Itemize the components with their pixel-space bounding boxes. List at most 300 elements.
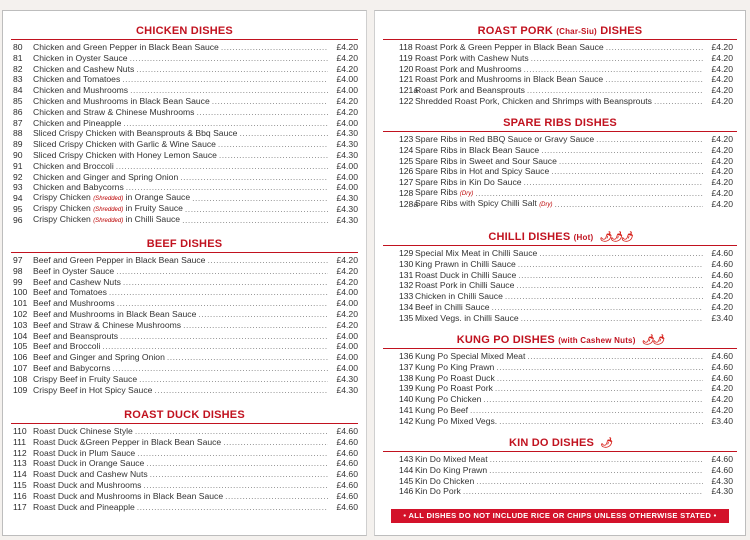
menu-list [3, 255, 366, 395]
item-number: 123 [399, 134, 414, 144]
item-price: £4.30 [711, 486, 733, 497]
dot-leader [123, 277, 328, 288]
menu-item [3, 128, 366, 139]
dot-leader [239, 128, 328, 139]
dot-leader [524, 64, 703, 75]
menu-item [3, 448, 366, 459]
item-number: 141 [399, 404, 414, 415]
item-price: £4.30 [711, 475, 733, 486]
item-number: 118 [399, 42, 413, 52]
dot-leader [489, 465, 703, 476]
section-divider [11, 39, 358, 40]
item-name [415, 270, 516, 281]
item-name-suffix: in Fruity Sauce [123, 202, 183, 213]
item-name-text: Kung Po Roast Duck [415, 372, 495, 383]
item-price: £4.00 [336, 117, 358, 128]
item-number: 122 [399, 95, 414, 106]
item-name-text: Spare Ribs in Red BBQ Sauce or Gravy Sauce [415, 134, 595, 144]
item-number: 140 [399, 394, 414, 405]
item-price: £4.60 [711, 361, 733, 372]
item-name-text: Kin Do Chicken [415, 475, 475, 486]
section-chicken-dishes [3, 23, 366, 226]
item-price: £4.60 [336, 501, 358, 512]
menu-item [375, 134, 745, 145]
section-title: CHICKEN DISHES [136, 25, 233, 37]
dot-leader [551, 166, 703, 177]
menu-item [3, 331, 366, 342]
item-name [415, 454, 488, 465]
item-price: £4.60 [336, 447, 358, 458]
section-title [375, 435, 745, 451]
item-number: 95 [13, 203, 23, 214]
menu-item [375, 454, 745, 465]
item-name-text: Roast Pork and Mushrooms [415, 63, 522, 74]
item-name [33, 320, 181, 331]
menu-item [3, 491, 366, 502]
item-price: £4.30 [336, 149, 358, 160]
item-number: 110 [13, 426, 27, 436]
dot-leader [154, 385, 328, 396]
dot-leader [167, 352, 328, 363]
item-number: 107 [13, 362, 28, 373]
menu-item [375, 199, 745, 210]
item-name-text: Beef and Green Pepper in Black Bean Sauce [33, 255, 206, 265]
section-subtitle: (Char-Siu) [556, 27, 597, 36]
dot-leader [117, 298, 328, 309]
item-name-text: Beef and Cashew Nuts [33, 276, 121, 287]
item-number: 97 [13, 255, 23, 265]
item-name [33, 309, 196, 320]
item-name [33, 85, 128, 96]
item-note: (Dry) [459, 190, 474, 197]
item-name-text: Chicken and Tomatoes [33, 74, 121, 85]
section-roast-duck-dishes [3, 407, 366, 512]
item-number: 115 [13, 479, 27, 490]
item-number: 139 [399, 383, 414, 394]
dot-leader [518, 259, 703, 270]
item-price: £4.00 [336, 74, 358, 85]
item-name [33, 42, 219, 53]
menu-item [3, 363, 366, 374]
item-price: £4.00 [336, 298, 358, 309]
item-name [33, 374, 137, 385]
dot-leader [516, 280, 703, 291]
menu-item [3, 172, 366, 183]
item-name-text: Chicken and Pineapple [33, 117, 122, 128]
item-name-text: Chicken and Mushrooms [33, 85, 129, 96]
menu-item [375, 96, 745, 107]
dot-leader [116, 266, 328, 277]
dot-leader [559, 156, 703, 167]
section-divider [11, 423, 358, 424]
item-number: 138 [399, 372, 414, 383]
menu-list [375, 351, 745, 427]
item-number: 90 [13, 149, 23, 160]
item-name-text: Chicken and Straw & Chinese Mushrooms [33, 106, 195, 117]
item-price: £4.20 [711, 301, 733, 312]
chilli-icon: 🌶 [600, 438, 612, 449]
item-price: £4.20 [336, 95, 358, 106]
menu-item [3, 74, 366, 85]
item-name [415, 351, 525, 362]
item-number: 84 [13, 85, 23, 96]
item-name [33, 437, 221, 448]
item-name [415, 416, 497, 427]
item-name [33, 107, 194, 118]
dot-leader [146, 458, 328, 469]
menu-item [3, 502, 366, 513]
item-price: £4.20 [711, 63, 733, 74]
menu-page-left [2, 10, 367, 536]
item-name [33, 161, 114, 172]
menu-item [3, 426, 366, 437]
menu-item [375, 405, 745, 416]
section-beef-dishes [3, 236, 366, 395]
dot-leader [198, 309, 328, 320]
item-number: 117 [13, 501, 27, 512]
item-price: £4.20 [711, 394, 733, 405]
item-name-text: Crispy Beef in Fruity Sauce [33, 373, 138, 384]
menu-item [3, 42, 366, 53]
section-kin-do-dishes [375, 435, 745, 497]
section-kung-po-dishes [375, 332, 745, 427]
item-number: 85 [13, 95, 23, 106]
item-name [415, 486, 461, 497]
menu-item [375, 394, 745, 405]
menu-item [3, 309, 366, 320]
chilli-icon: 🌶🌶🌶 [599, 232, 632, 243]
item-name [33, 491, 223, 502]
item-name [33, 150, 217, 161]
item-name [415, 53, 529, 64]
item-name-text: Roast Pork & Green Pepper in Black Bean Sauce [415, 42, 604, 52]
item-number: 112 [13, 447, 27, 458]
item-note: (Shredded) [93, 217, 124, 224]
item-name-text: Mixed Vegs. in Chilli Sauce [415, 312, 519, 323]
item-number: 86 [13, 106, 23, 117]
item-number: 81 [13, 52, 23, 63]
item-number: 135 [399, 312, 414, 323]
menu-item [375, 302, 745, 313]
item-name [33, 385, 152, 396]
item-price: £4.60 [336, 458, 358, 469]
menu-page-right [374, 10, 746, 536]
dot-leader [196, 107, 328, 118]
item-name-text: Beef and Mushrooms in Black Bean Sauce [33, 308, 197, 319]
item-name-text: Beef in Chilli Sauce [415, 301, 490, 312]
item-name-text: Spare Ribs in Black Bean Sauce [415, 144, 540, 155]
item-price: £4.00 [336, 330, 358, 341]
section-divider [383, 245, 737, 246]
dot-leader [116, 161, 328, 172]
item-price: £4.60 [711, 372, 733, 383]
menu-item [3, 255, 366, 266]
dot-leader [182, 215, 328, 226]
item-name-text: Kung Po Mixed Vegs. [415, 415, 498, 426]
item-name-text: Roast Pork and Mushrooms in Black Bean Sauce [415, 74, 604, 85]
item-name [415, 145, 539, 156]
item-name-suffix: in Orange Sauce [123, 192, 191, 203]
dot-leader [476, 476, 703, 487]
section-title-main: ROAST PORK [477, 25, 553, 37]
section-title [375, 23, 745, 39]
dot-leader [150, 469, 328, 480]
menu-item [375, 351, 745, 362]
item-name [33, 139, 216, 150]
item-number: 101 [13, 298, 28, 309]
item-name [415, 166, 549, 177]
menu-item [375, 465, 745, 476]
menu-item [375, 270, 745, 281]
item-name-text: Sliced Crispy Chicken with Garlic & Wine Sauce [33, 139, 216, 150]
menu-item [3, 215, 366, 226]
item-price: £4.00 [336, 352, 358, 363]
item-price: £4.00 [336, 341, 358, 352]
item-name [415, 394, 481, 405]
menu-item [375, 280, 745, 291]
item-number: 100 [13, 287, 28, 298]
menu-list [375, 42, 745, 107]
dot-leader [531, 53, 703, 64]
section-title [375, 229, 745, 245]
item-number: 93 [13, 182, 23, 193]
item-name-text: Sliced Crispy Chicken with Beansprouts & Bbq Sauce [33, 128, 238, 139]
section-spare-ribs-dishes [375, 115, 745, 210]
item-number: 94 [13, 193, 23, 204]
item-name-text: Roast Duck and Pineapple [33, 501, 135, 512]
item-number: 91 [13, 160, 23, 171]
item-name-text: Spare Ribs with Spicy Chilli Salt [415, 197, 537, 208]
menu-item [3, 458, 366, 469]
menu-item [3, 298, 366, 309]
item-price: £4.20 [711, 144, 733, 155]
item-price: £4.20 [711, 404, 733, 415]
item-price: £4.00 [336, 160, 358, 171]
item-number: 125 [399, 155, 414, 166]
menu-item [3, 85, 366, 96]
item-name [415, 42, 604, 53]
dot-leader [180, 172, 328, 183]
item-name [33, 287, 107, 298]
dot-leader [123, 118, 328, 129]
dot-leader [606, 42, 703, 53]
menu-list [3, 426, 366, 512]
item-name-text: Kung Po Beef [415, 404, 469, 415]
item-price: £4.20 [336, 42, 358, 52]
item-name-text: Beef and Broccoli [33, 341, 101, 352]
item-price: £4.30 [336, 139, 358, 150]
item-name-text: Beef and Mushrooms [33, 298, 115, 309]
dot-leader [139, 374, 328, 385]
item-price: £4.20 [711, 280, 733, 291]
item-number: 89 [13, 139, 23, 150]
item-name-text: Kin Do Pork [415, 486, 461, 497]
dot-leader [505, 291, 703, 302]
item-name-text: Beef and Tomatoes [33, 287, 107, 298]
item-price: £4.20 [711, 166, 733, 177]
menu-item [3, 277, 366, 288]
item-name-text: Spare Ribs in Kin Do Sauce [415, 177, 522, 188]
item-price: £4.30 [336, 373, 358, 384]
item-price: £4.20 [711, 52, 733, 63]
menu-item [3, 374, 366, 385]
item-note: (Shredded) [93, 206, 124, 213]
menu-item [3, 53, 366, 64]
item-note: (Shredded) [93, 196, 124, 203]
item-name-text: King Prawn in Chilli Sauce [415, 258, 516, 269]
dot-leader [470, 405, 703, 416]
item-price: £4.30 [336, 193, 358, 204]
item-name-text: Spare Ribs in Hot and Spicy Sauce [415, 166, 550, 177]
item-price: £4.20 [711, 291, 733, 302]
item-number: 144 [399, 464, 414, 475]
menu-item [3, 320, 366, 331]
menu-item [3, 64, 366, 75]
dot-leader [207, 255, 328, 266]
section-title-main: KUNG PO DISHES [456, 334, 555, 346]
item-price: £4.20 [711, 85, 733, 96]
dot-leader [490, 454, 703, 465]
item-name [33, 341, 100, 352]
dot-leader [137, 502, 328, 513]
section-title-main: CHILLI DISHES [488, 231, 571, 243]
item-price: £4.20 [336, 106, 358, 117]
item-name-text: Roast Duck and Mushrooms [33, 479, 142, 490]
dot-leader [112, 363, 328, 374]
item-name [415, 373, 495, 384]
dot-leader [605, 74, 703, 85]
item-name [33, 363, 110, 374]
menu-item [3, 150, 366, 161]
item-name-text: Chicken and Green Pepper in Black Bean Sauce [33, 42, 219, 52]
dot-leader [223, 437, 328, 448]
item-name-text: Kin Do Mixed Meat [415, 454, 488, 464]
item-number: 145 [399, 475, 414, 486]
menu-item [3, 161, 366, 172]
section-title: SPARE RIBS DISHES [503, 117, 617, 129]
dot-leader [225, 491, 328, 502]
item-name [33, 255, 205, 266]
item-name [415, 259, 516, 270]
item-name [33, 74, 120, 85]
item-number: 108 [13, 373, 28, 384]
section-divider [383, 348, 737, 349]
item-name-text: Crispy Chicken [33, 213, 91, 224]
section-title-suffix: DISHES [600, 25, 643, 37]
menu-item [3, 139, 366, 150]
item-name-text: Roast Duck and Mushrooms in Black Bean Sauce [33, 490, 224, 501]
menu-list [375, 248, 745, 324]
section-title: BEEF DISHES [146, 238, 223, 250]
item-name [415, 291, 503, 302]
menu-item [3, 287, 366, 298]
menu-item [375, 248, 745, 259]
item-name [415, 383, 493, 394]
dot-leader [130, 53, 328, 64]
item-name [33, 426, 133, 437]
dot-leader [497, 373, 703, 384]
item-number: 87 [13, 117, 23, 128]
item-number: 106 [13, 352, 28, 363]
item-number: 96 [13, 214, 23, 225]
item-name [33, 172, 178, 183]
item-number: 114 [13, 469, 27, 480]
item-number: 136 [399, 351, 414, 361]
item-number: 137 [399, 361, 414, 372]
item-name-text: Chicken and Mushrooms in Black Bean Sauce [33, 95, 210, 106]
item-price: £4.20 [711, 155, 733, 166]
item-name-text: Beef in Oyster Sauce [33, 265, 115, 276]
item-name-suffix: in Chilli Sauce [123, 213, 181, 224]
section-divider [383, 131, 737, 132]
item-name [415, 405, 468, 416]
item-price: £4.20 [336, 52, 358, 63]
section-title [375, 332, 745, 348]
chilli-icon: 🌶🌶 [641, 335, 664, 346]
dot-leader [541, 145, 703, 156]
item-name [415, 302, 490, 313]
menu-item [375, 476, 745, 487]
item-name [415, 476, 474, 487]
item-price: £4.20 [711, 95, 733, 106]
item-name-text: Beef and Straw & Chinese Mushrooms [33, 319, 182, 330]
item-name [33, 277, 121, 288]
menu-item [375, 42, 745, 53]
item-name [415, 280, 514, 291]
dot-leader [109, 287, 328, 298]
item-number: 119 [399, 52, 413, 63]
item-price: £4.60 [711, 454, 733, 464]
item-name [33, 298, 115, 309]
item-name-text: Kung Po King Prawn [415, 361, 495, 372]
dot-leader [539, 248, 703, 259]
menu-item [375, 166, 745, 177]
item-name [33, 352, 165, 363]
menu-list [375, 134, 745, 210]
menu-item [375, 64, 745, 75]
item-name-text: Sliced Crispy Chicken with Honey Lemon Sauce [33, 149, 217, 160]
item-name-text: Chicken in Oyster Sauce [33, 52, 128, 63]
item-price: £4.20 [711, 134, 733, 144]
item-name [415, 465, 487, 476]
item-number: 143 [399, 454, 414, 464]
item-name-text: Roast Pork and Beansprouts [415, 85, 525, 96]
item-name [415, 64, 522, 75]
item-number: 120 [399, 63, 414, 74]
dot-leader [518, 270, 703, 281]
item-name-text: Crispy Chicken [33, 202, 91, 213]
dot-leader [185, 204, 328, 215]
item-name [33, 118, 121, 129]
dot-leader [492, 302, 703, 313]
item-number: 103 [13, 319, 28, 330]
item-name [33, 128, 237, 139]
item-name-text: Kung Po Roast Pork [415, 383, 493, 394]
item-name-text: Spare Ribs in Sweet and Sour Sauce [415, 155, 557, 166]
item-price: £4.00 [336, 85, 358, 96]
menu-item [375, 373, 745, 384]
item-price: £4.20 [711, 42, 733, 52]
item-name [33, 480, 141, 491]
menu-item [375, 85, 745, 96]
section-subtitle: (with Cashew Nuts) [558, 336, 636, 345]
item-number: 131 [399, 269, 414, 280]
menu-item [375, 416, 745, 427]
item-name [415, 362, 494, 373]
item-name-text: Roast Duck and Cashew Nuts [33, 469, 148, 480]
item-number: 121a [399, 85, 419, 96]
item-price: £4.60 [711, 258, 733, 269]
